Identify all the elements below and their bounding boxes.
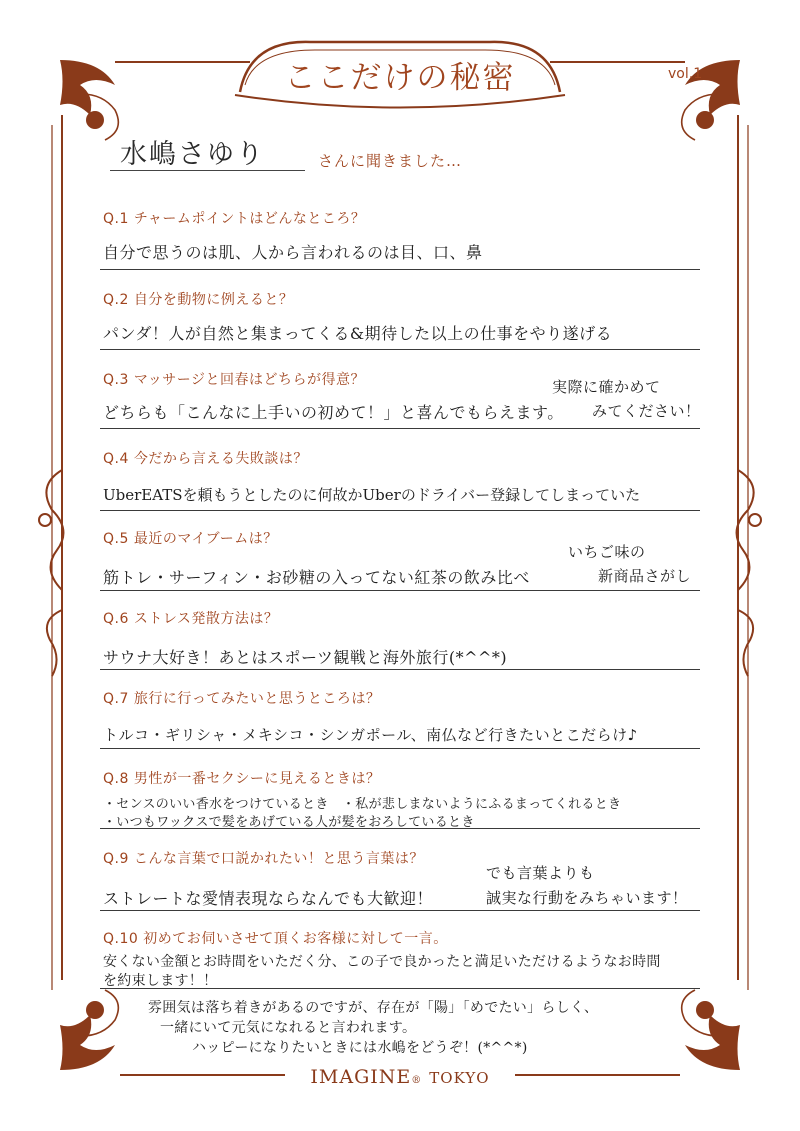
answer-3-note-line2: みてください！ [592, 402, 701, 420]
answer-rule [100, 748, 700, 749]
question-6: Q.6 ストレス発散方法は？ [103, 611, 279, 627]
answer-3: どちらも「こんなに上手いの初めて！」と喜んでもらえます。 [103, 403, 564, 422]
answer-8-line1: ・センスのいい香水をつけているとき ・私が悲しまないようにふるまってくれるとき [103, 797, 622, 812]
answer-6: サウナ大好き！あとはスポーツ観戦と海外旅行(*^^*) [103, 648, 508, 667]
closing-line-3: ハッピーになりたいときには水嶋をどうぞ！(*^^*) [192, 1040, 528, 1056]
answer-rule [100, 910, 700, 911]
name-underline [110, 170, 305, 171]
closing-line-1: 雰囲気は落ち着きがあるのですが、存在が「陽」「めでたい」らしく、 [148, 1000, 599, 1016]
question-8: Q.8 男性が一番セクシーに見えるときは？ [103, 771, 381, 787]
answer-rule [100, 590, 700, 591]
question-7: Q.7 旅行に行ってみたいと思うところは？ [103, 691, 381, 707]
question-1: Q.1 チャームポイントはどんなところ？ [103, 211, 366, 227]
answer-9-note-line1: でも言葉よりも [486, 864, 595, 882]
answer-10-line2: を約束します！！ [103, 973, 218, 989]
answer-1: 自分で思うのは肌、人から言われるのは目、口、鼻 [103, 243, 483, 262]
answer-5-note-line2: 新商品さがし [598, 567, 692, 585]
brand-logo-reg: ® [411, 1075, 423, 1086]
answer-4: UberEATSを頼もうとしたのに何故かUberのドライバー登録してしまっていた [103, 486, 641, 504]
answer-rule [100, 988, 700, 989]
answer-7: トルコ・ギリシャ・メキシコ・シンガポール、南仏など行きたいとこだらけ♪ [103, 726, 638, 744]
answer-rule [100, 428, 700, 429]
asked-suffix: さんに聞きました… [318, 152, 463, 170]
answer-rule [100, 349, 700, 350]
answer-5-note-line1: いちご味の [568, 543, 646, 561]
answer-rule [100, 269, 700, 270]
question-9: Q.9 こんな言葉で口説かれたい！と思う言葉は？ [103, 851, 424, 867]
answer-rule [100, 669, 700, 670]
brand-logo-main: IMAGINE [310, 1066, 412, 1088]
question-3: Q.3 マッサージと回春はどちらが得意？ [103, 372, 365, 388]
question-10: Q.10 初めてお伺いさせて頂くお客様に対して一言。 [103, 931, 448, 947]
answer-3-note-line1: 実際に確かめて [552, 378, 661, 396]
question-2: Q.2 自分を動物に例えると？ [103, 292, 294, 308]
question-5: Q.5 最近のマイブームは？ [103, 531, 278, 547]
brand-logo-city: TOKYO [429, 1069, 490, 1087]
answer-5: 筋トレ・サーフィン・お砂糖の入ってない紅茶の飲み比べ [103, 568, 530, 587]
page-title: ここだけの秘密 [284, 60, 516, 96]
question-4: Q.4 今だから言える失敗談は？ [103, 451, 308, 467]
brand-logo [270, 1066, 530, 1088]
answer-9-note-line2: 誠実な行動をみちゃいます！ [486, 889, 688, 907]
answer-2: パンダ！人が自然と集まってくる&期待した以上の仕事をやり遂げる [103, 324, 613, 343]
answer-8-line2: ・いつもワックスで髪をあげている人が髪をおろしているとき [103, 815, 475, 830]
volume-label: vol.1 [668, 66, 703, 82]
answer-9: ストレートな愛情表現ならなんでも大歓迎！ [103, 889, 434, 908]
cast-name: 水嶋さゆり [120, 139, 265, 170]
answer-rule [100, 510, 700, 511]
answer-10-line1: 安くない金額とお時間をいただく分、この子で良かったと満足いただけるようなお時間 [103, 954, 661, 970]
closing-line-2: 一緒にいて元気になれると言われます。 [160, 1020, 417, 1036]
answer-rule [100, 828, 700, 829]
